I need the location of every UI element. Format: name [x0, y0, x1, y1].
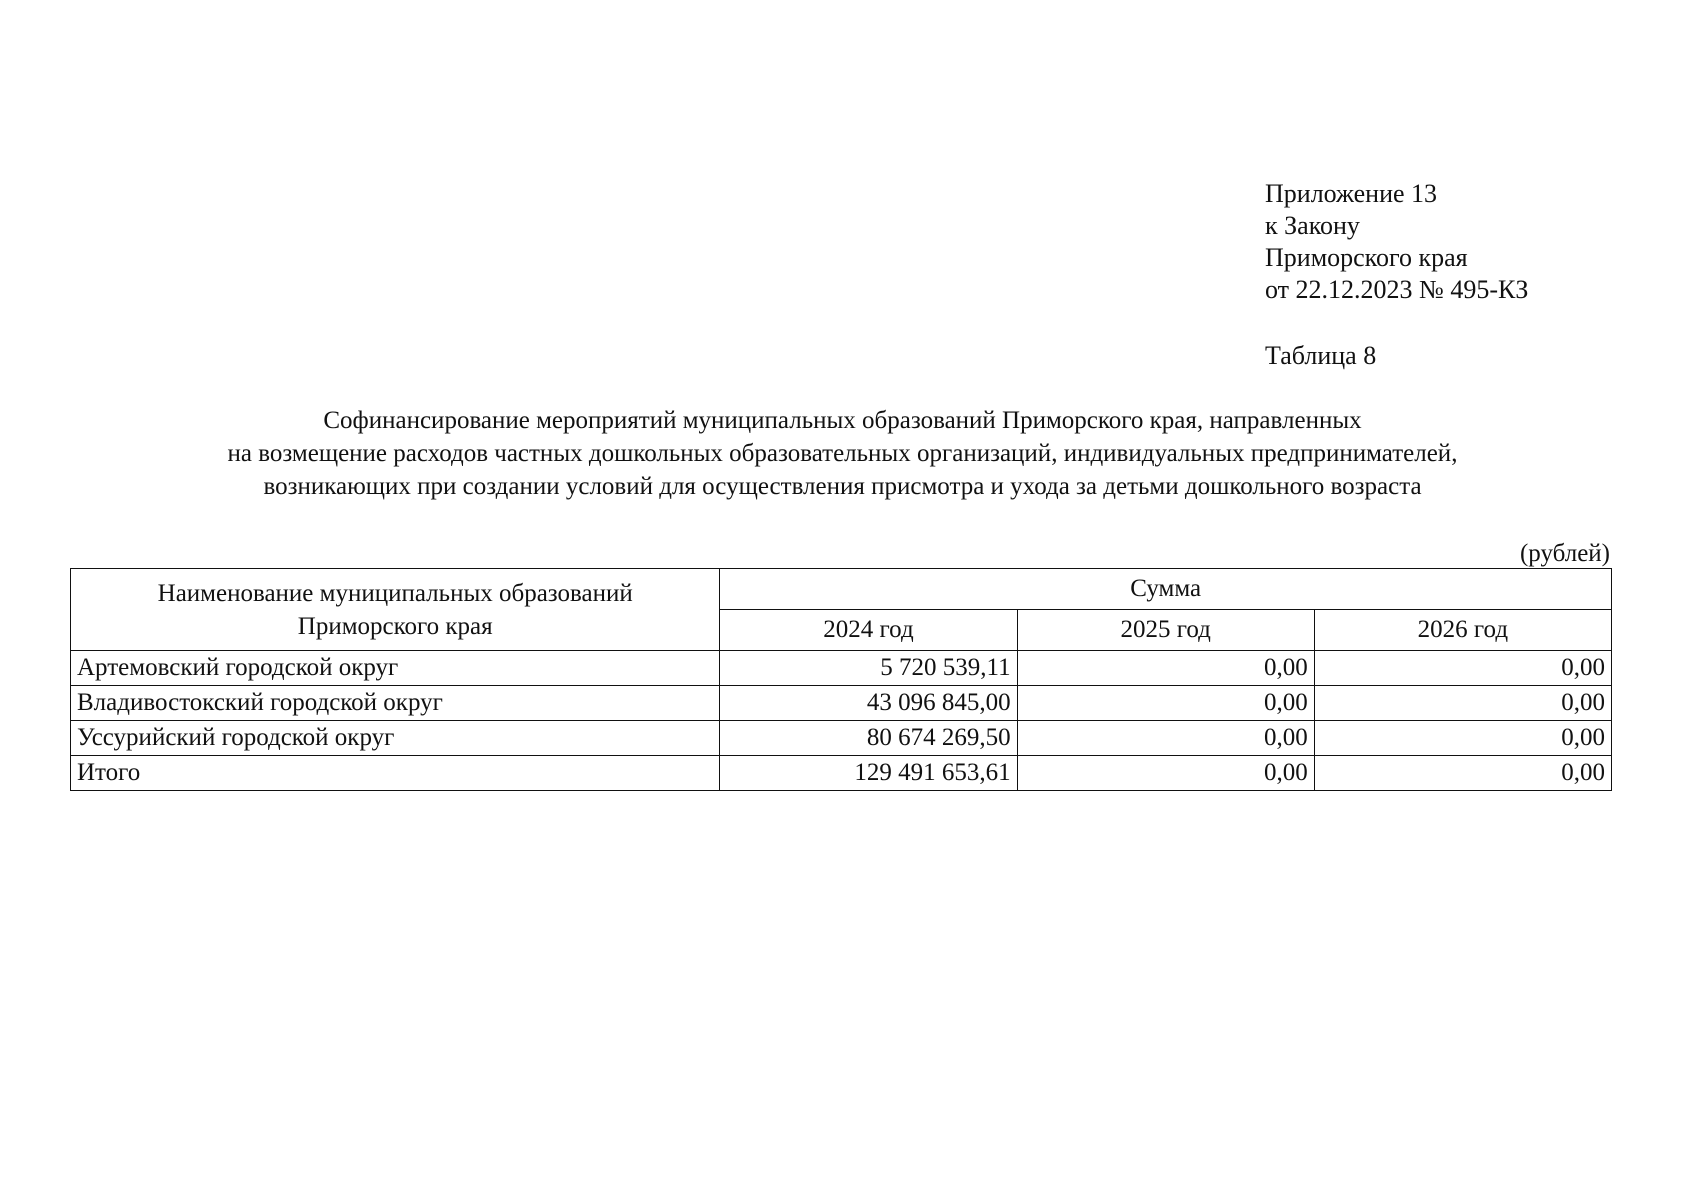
header-year-cell: 2026 год [1314, 610, 1611, 651]
total-amount-cell: 129 491 653,61 [720, 756, 1017, 791]
table-row [71, 686, 1612, 721]
table-row [71, 651, 1612, 686]
amount-cell: 0,00 [1017, 721, 1314, 756]
amount-cell: 0,00 [1017, 686, 1314, 721]
document-title [70, 404, 1615, 503]
municipality-name-cell: Артемовский городской округ [71, 651, 720, 686]
header-name-line: Приморского края [297, 612, 493, 640]
amount-cell: 0,00 [1314, 651, 1611, 686]
header-name-cell [71, 569, 720, 651]
appendix-line: от 22.12.2023 № 495-КЗ [1265, 275, 1529, 304]
header-sum-cell: Сумма [720, 569, 1612, 610]
appendix-line: Приложение 13 [1265, 179, 1438, 208]
amount-cell: 80 674 269,50 [720, 721, 1017, 756]
units-label: (рублей) [1519, 540, 1610, 567]
table-row [71, 721, 1612, 756]
amount-cell: 0,00 [1017, 651, 1314, 686]
appendix-line: к Закону [1265, 211, 1360, 240]
amount-cell: 5 720 539,11 [720, 651, 1017, 686]
appendix-line: Приморского края [1265, 243, 1468, 272]
total-amount-cell: 0,00 [1314, 756, 1611, 791]
header-name-line: Наименование муниципальных образований [157, 579, 633, 607]
table-number: Таблица 8 [1265, 341, 1377, 370]
header-year-cell: 2024 год [720, 610, 1017, 651]
total-amount-cell: 0,00 [1017, 756, 1314, 791]
funding-table [70, 568, 1612, 791]
amount-cell: 43 096 845,00 [720, 686, 1017, 721]
header-year-cell: 2025 год [1017, 610, 1314, 651]
municipality-name-cell: Уссурийский городской округ [71, 721, 720, 756]
total-row [71, 756, 1612, 791]
title-line: на возмещение расходов частных дошкольных образовательных организаций, индивидуальных предпринимателей, [227, 440, 1458, 467]
amount-cell: 0,00 [1314, 721, 1611, 756]
title-line: возникающих при создании условий для осуществления присмотра и ухода за детьми дошкольного возраста [263, 473, 1422, 500]
amount-cell: 0,00 [1314, 686, 1611, 721]
total-label-cell: Итого [71, 756, 720, 791]
appendix-block [1265, 178, 1528, 306]
municipality-name-cell: Владивостокский городской округ [71, 686, 720, 721]
title-line: Софинансирование мероприятий муниципальных образований Приморского края, направленных [323, 407, 1362, 434]
